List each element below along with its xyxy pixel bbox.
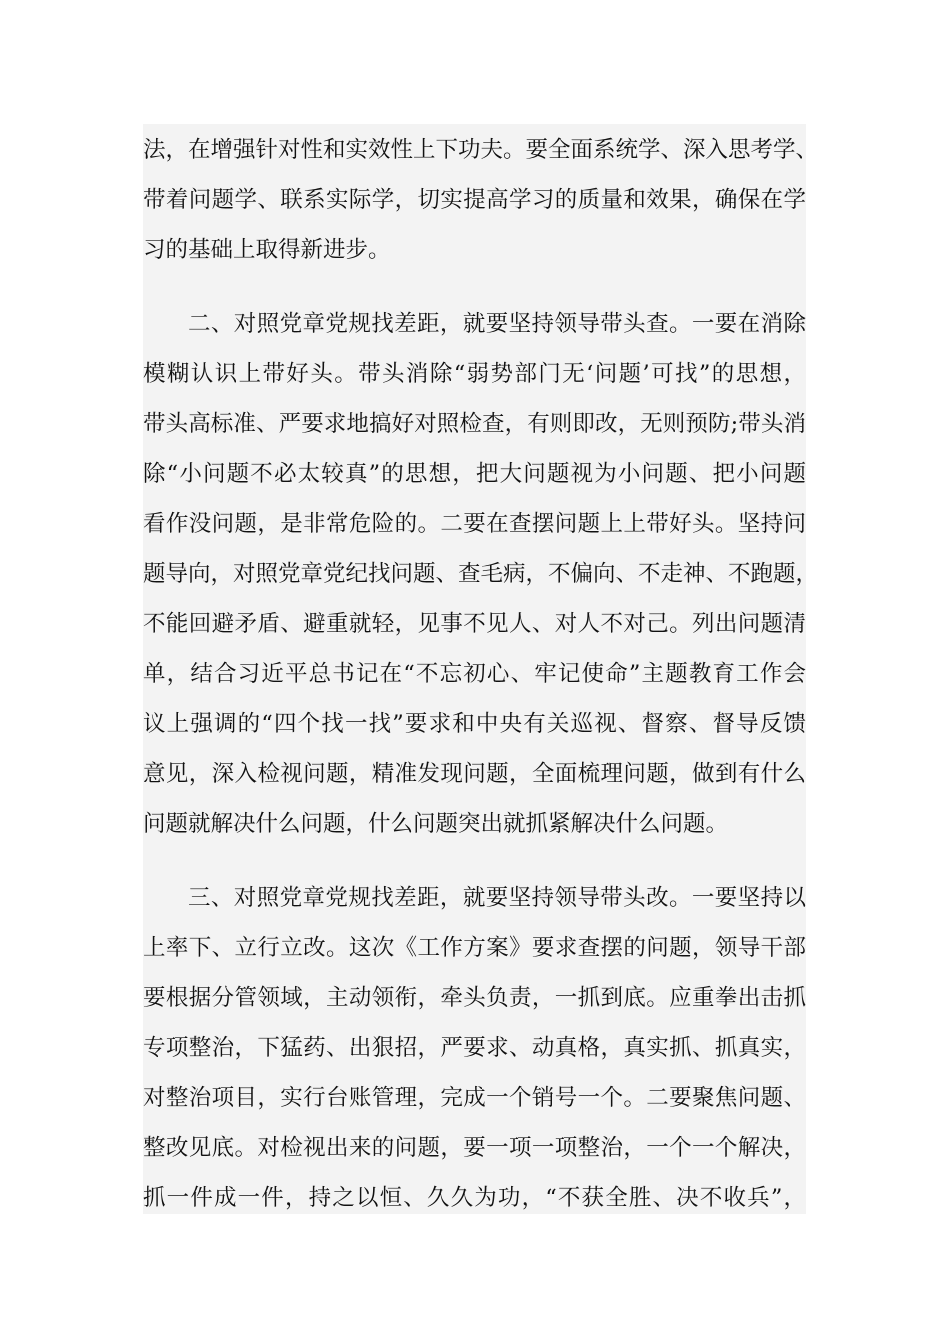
paragraph-3-line: 专项整治，下猛药、出狠招，严要求、动真格，真实抓、抓真实，: [143, 1035, 806, 1061]
paragraph-2-line: 带头高标准、严要求地搞好对照检查，有则即改，无则预防;带头消: [143, 411, 806, 437]
paragraph-3-line: 三、对照党章党规找差距，就要坚持领导带头改。一要坚持以: [188, 885, 806, 911]
paragraph-3-line: 整改见底。对检视出来的问题，要一项一项整治，一个一个解决，: [143, 1135, 806, 1161]
paragraph-2-line: 意见，深入检视问题，精准发现问题，全面梳理问题，做到有什么: [143, 761, 806, 787]
paragraph-2-line: 问题就解决什么问题，什么问题突出就抓紧解决什么问题。: [143, 811, 729, 837]
paragraph-2-line: 二、对照党章党规找差距，就要坚持领导带头查。一要在消除: [188, 311, 806, 337]
paragraph-2-line: 除“小问题不必太较真”的思想，把大问题视为小问题、把小问题: [143, 461, 806, 487]
paragraph-2-line: 模糊认识上带好头。带头消除“弱势部门无‘问题’可找”的思想，: [143, 361, 806, 387]
paragraph-2-line: 不能回避矛盾、避重就轻，见事不见人、对人不对己。列出问题清: [143, 611, 806, 637]
paragraph-2-line: 题导向，对照党章党纪找问题、查毛病，不偏向、不走神、不跑题，: [143, 561, 819, 587]
paragraph-1-line: 习的基础上取得新进步。: [143, 237, 391, 263]
paragraph-1-line: 带着问题学、联系实际学，切实提高学习的质量和效果，确保在学: [143, 187, 806, 213]
paragraph-1-line: 法，在增强针对性和实效性上下功夫。要全面系统学、深入思考学、: [143, 137, 819, 163]
paragraph-2-line: 议上强调的“四个找一找”要求和中央有关巡视、督察、督导反馈: [143, 711, 806, 737]
paragraph-3-line: 对整治项目，实行台账管理，完成一个销号一个。二要聚焦问题、: [143, 1085, 806, 1111]
document-body: [143, 124, 819, 1214]
paragraph-3-line: 上率下、立行立改。这次《工作方案》要求查摆的问题，领导干部: [143, 935, 806, 961]
paragraph-2-line: 看作没问题，是非常危险的。二要在查摆问题上上带好头。坚持问: [143, 511, 806, 537]
paragraph-3-line: 抓一件成一件，持之以恒、久久为功，“不获全胜、决不收兵”，: [143, 1185, 806, 1211]
paragraph-3-line: 要根据分管领域，主动领衔，牵头负责，一抓到底。应重拳出击抓: [143, 985, 806, 1011]
paragraph-2-line: 单，结合习近平总书记在“不忘初心、牢记使命”主题教育工作会: [143, 661, 806, 687]
